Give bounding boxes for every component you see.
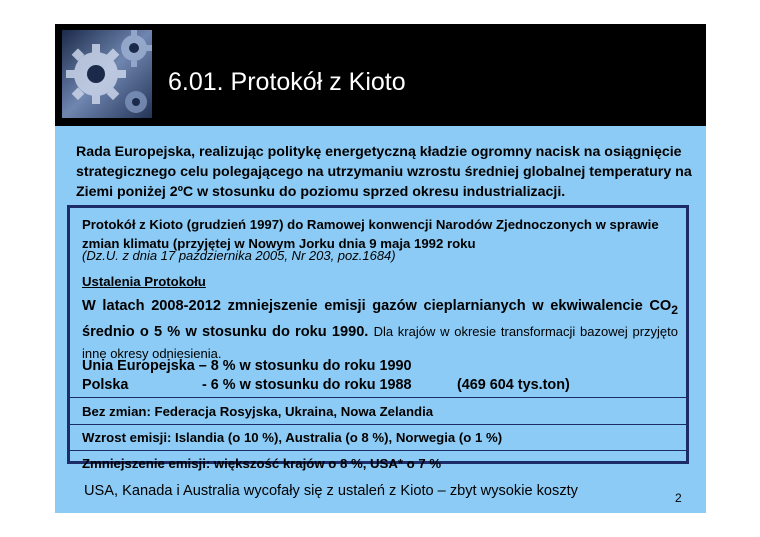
poland-amount: (469 604 tys.ton) (457, 377, 570, 393)
page-number: 2 (675, 491, 682, 505)
protocol-description: Protokół z Kioto (grudzień 1997) do Ramowej konwencji Narodów Zjednoczonych w sprawie zmian klimatu (przyjętej w Nowym Jorku dnia 9 maja 1992 roku (82, 217, 659, 251)
poland-label: Polska (82, 377, 129, 393)
slide-title: 6.01. Protokół z Kioto (168, 68, 406, 96)
slide (55, 24, 706, 513)
slide-header (55, 24, 706, 126)
divider (70, 424, 686, 425)
poland-target (82, 376, 678, 395)
protocol-heading: Ustalenia Protokołu (82, 274, 206, 289)
legal-reference: (Dz.U. z dnia 17 października 2005, Nr 203, poz.1684) (82, 248, 396, 263)
reduction-bold-2: średnio o 5 % w stosunku do roku 1990. (82, 323, 369, 340)
eu-target: Unia Europejska – 8 % w stosunku do roku 1990 (82, 358, 412, 374)
poland-value: - 6 % w stosunku do roku 1988 (202, 377, 412, 393)
intro-paragraph: Rada Europejska, realizując politykę energetyczną kładzie ogromny nacisk na osiągnięcie strategicznego celu polegającego na utrzymaniu wzrostu średniej globalnej temperatury na Ziemi poniżej 2ºC w stosunku do poziomu sprzed okresu industrializacji. (76, 144, 692, 200)
decrease-line: Zmniejszenie emisji: większość krajów o 8 %, USA* o 7 % (82, 456, 442, 471)
divider (70, 450, 686, 451)
no-change-line: Bez zmian: Federacja Rosyjska, Ukraina, Nowa Zelandia (82, 404, 434, 419)
reduction-bold-1: W latach 2008-2012 zmniejszenie emisji gazów cieplarnianych w ekwiwalencie CO (82, 298, 672, 314)
footer-note: USA, Kanada i Australia wycofały się z ustaleń z Kioto – zbyt wysokie koszty (84, 483, 578, 499)
co2-subscript: 2 (671, 302, 678, 317)
divider (70, 397, 686, 398)
gear-logo-icon (62, 30, 152, 118)
reduction-paragraph (82, 296, 678, 365)
increase-line: Wzrost emisji: Islandia (o 10 %), Australia (o 8 %), Norwegia (o 1 %) (82, 430, 503, 445)
reduction-note: Dla krajów w okresie transformacji bazowej przyjęto inne okresy odniesienia. (82, 323, 678, 361)
protocol-box (67, 205, 689, 471)
